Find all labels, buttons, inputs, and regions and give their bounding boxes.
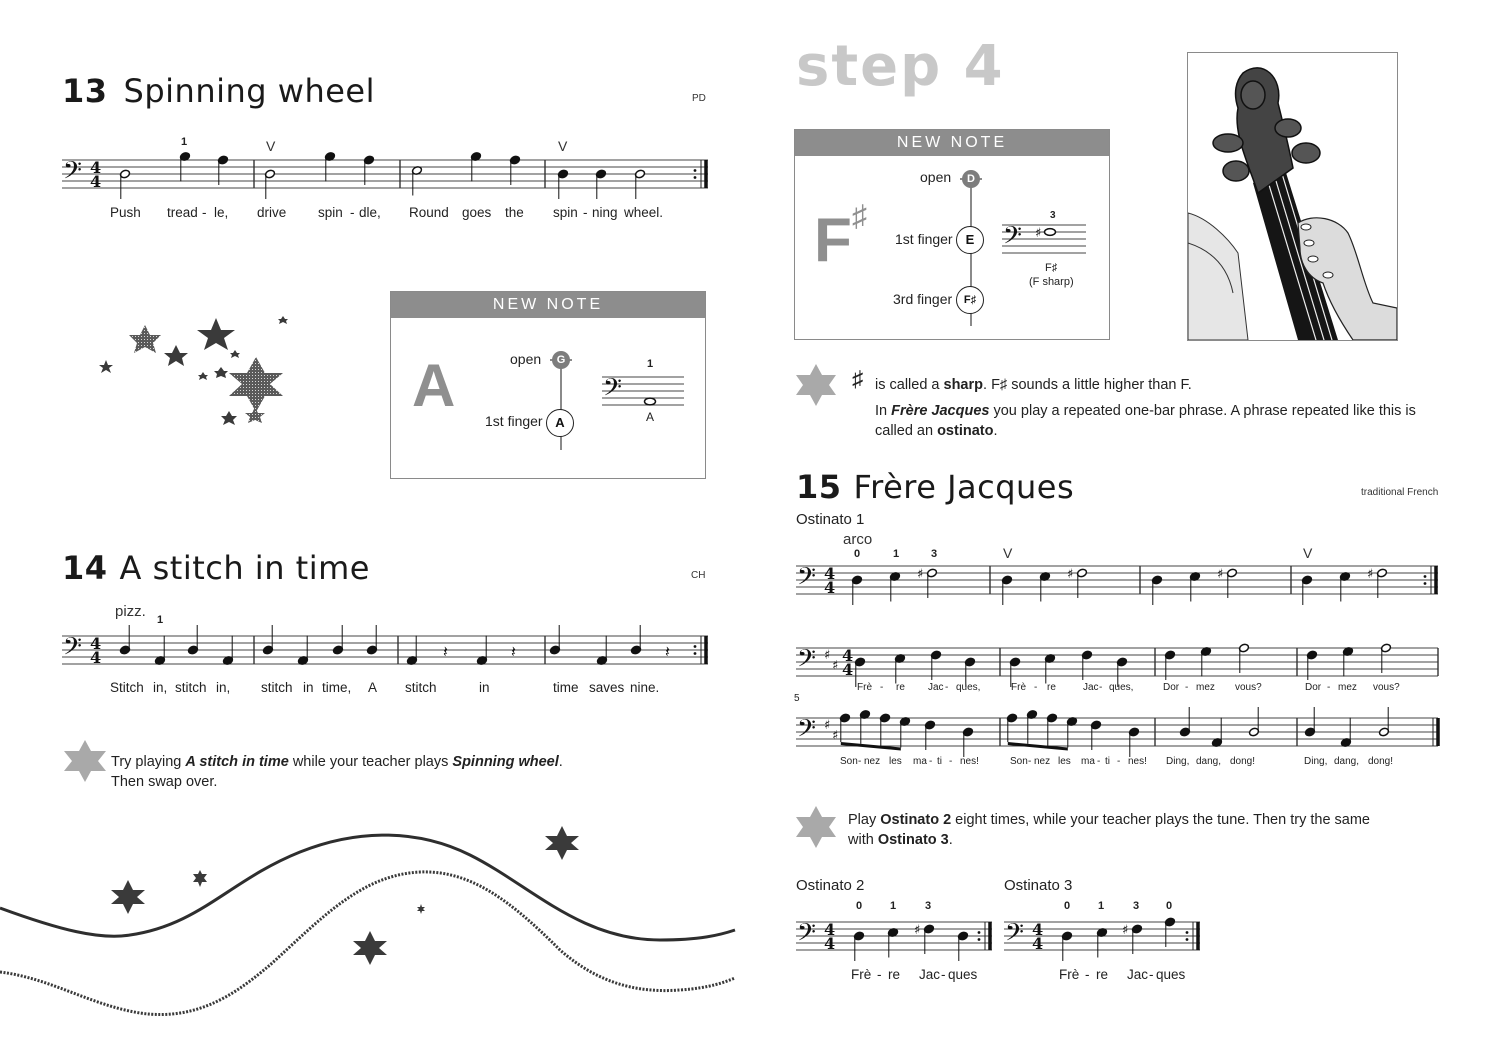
- lyric-syllable: ma: [913, 756, 927, 767]
- tip-song-title: Spinning wheel: [452, 754, 559, 770]
- time-signature: 4: [1032, 934, 1044, 953]
- tip-text: eight times, while your teacher plays the tune. Then try the same: [951, 812, 1370, 828]
- lyric-syllable: spin: [318, 205, 343, 220]
- lyric-syllable: nez: [1034, 756, 1051, 767]
- fingering-mark: 0: [856, 900, 863, 912]
- big-note-letter: F: [814, 206, 852, 275]
- fingering-mark: 1: [890, 900, 897, 912]
- tip-text: .: [558, 754, 563, 770]
- quarter-rest-icon: 𝄽: [665, 642, 670, 661]
- lyric-syllable: wheel.: [624, 205, 664, 220]
- song-number: 13: [62, 72, 108, 110]
- lyric-syllable: Stitch: [110, 680, 144, 695]
- bass-clef-icon: 𝄢: [797, 644, 816, 678]
- open-string-circle: G: [552, 351, 570, 369]
- lyric-syllable: -: [1117, 756, 1121, 767]
- lyric-syllable: ti: [937, 756, 942, 767]
- tip-bold-term: sharp: [943, 377, 984, 393]
- tip-text: In: [875, 403, 892, 419]
- sharp-accidental-icon: ♯: [914, 923, 921, 938]
- lyric-syllable: Son: [840, 756, 858, 767]
- finger-label: 3rd finger: [893, 291, 953, 307]
- lyric-syllable: -: [880, 682, 884, 693]
- note-head: [645, 398, 656, 405]
- music-staff: [602, 337, 694, 457]
- lyric-syllable: dang,: [1196, 756, 1222, 767]
- star-bullet-icon: [794, 806, 838, 848]
- time-signature: 4: [842, 646, 854, 665]
- tip-text: called an: [875, 423, 938, 439]
- note-head: [1045, 229, 1056, 236]
- bass-clef-icon: 𝄢: [797, 562, 816, 596]
- lyric-syllable: stitch: [261, 680, 293, 695]
- lyric-syllable: time,: [322, 680, 352, 695]
- lyric-syllable: Jac: [928, 682, 944, 693]
- tip-text: .: [948, 832, 953, 848]
- fingering-mark: 3: [925, 900, 932, 912]
- star-icon: [545, 826, 579, 860]
- key-signature-sharp-icon: ♯: [824, 718, 831, 733]
- lyric-syllable: Push: [110, 205, 141, 220]
- music-staff: [1004, 882, 1210, 1002]
- fingering-mark: 0: [854, 548, 861, 560]
- big-sharp-sign: ♯: [852, 200, 867, 233]
- music-staff: [796, 882, 1002, 1002]
- ostinato-3-label: Ostinato 3: [1004, 877, 1073, 894]
- fingering-mark: 0: [1166, 900, 1173, 912]
- new-note-header: NEW NOTE: [391, 292, 705, 318]
- lyric-syllable: stitch: [405, 680, 437, 695]
- open-label: open: [510, 351, 542, 367]
- lyric-syllable: -: [1149, 967, 1154, 982]
- tip-text: with: [848, 832, 878, 848]
- lyric-syllable: stitch: [175, 680, 207, 695]
- finger-label: 1st finger: [485, 413, 543, 429]
- finger-note-circle: E: [956, 226, 984, 254]
- staff-caption-sub: (F sharp): [1029, 276, 1074, 288]
- lyric-syllable: Frè: [1011, 682, 1026, 693]
- star-icon: [221, 411, 237, 425]
- tip-text: Try playing: [111, 754, 186, 770]
- lyric-syllable: dle,: [359, 205, 381, 220]
- lyric-syllable: Frè: [1059, 967, 1080, 982]
- fingering-mark: 1: [181, 136, 188, 148]
- lyric-syllable: Jac: [1083, 682, 1099, 693]
- tip-text: Then swap over.: [111, 774, 218, 790]
- lyric-syllable: -: [1097, 756, 1101, 767]
- star-icon: [245, 407, 265, 423]
- lyric-syllable: drive: [257, 205, 287, 220]
- fingering-mark: 1: [157, 614, 164, 626]
- time-signature: 4: [824, 920, 836, 939]
- open-label: open: [920, 169, 952, 185]
- quarter-rest-icon: 𝄽: [443, 642, 448, 661]
- fingering-mark: 3: [1050, 210, 1056, 221]
- bass-clef-icon: 𝄢: [1003, 221, 1022, 255]
- lyric-syllable: ques: [1156, 967, 1186, 982]
- bass-clef-icon: 𝄢: [797, 714, 816, 748]
- tip-song-title: Frère Jacques: [891, 403, 990, 419]
- new-note-header: NEW NOTE: [795, 130, 1109, 156]
- cello-illustration-frame: [1187, 52, 1398, 341]
- lyric-syllable: -: [1085, 967, 1090, 982]
- time-signature: 4: [90, 634, 102, 653]
- song-15-title: [796, 468, 1074, 506]
- lyric-syllable: Dor: [1305, 682, 1322, 693]
- song-credit: PD: [692, 93, 706, 104]
- lyric-syllable: -: [1028, 756, 1032, 767]
- song-name: Frère Jacques: [853, 468, 1075, 506]
- lyric-syllable: mez: [1196, 682, 1215, 693]
- lyric-syllable: Ding,: [1166, 756, 1190, 767]
- bass-clef-icon: 𝄢: [63, 632, 82, 666]
- up-bow-mark: V: [558, 138, 568, 154]
- finger-note-circle: F♯: [956, 286, 984, 314]
- lyric-syllable: re: [1096, 967, 1109, 982]
- bass-clef-icon: 𝄢: [603, 373, 622, 407]
- lyric-syllable: -: [1099, 682, 1103, 693]
- key-signature-sharp-icon: ♯: [824, 648, 831, 663]
- quarter-rest-icon: 𝄽: [511, 642, 516, 661]
- lyric-syllable: ti: [1105, 756, 1110, 767]
- big-note-letter: A: [412, 352, 456, 419]
- lyric-syllable: ques,: [1109, 682, 1134, 693]
- song-name: A stitch in time: [119, 549, 370, 587]
- star-icon: [417, 904, 425, 914]
- sharp-tip-paragraph: [875, 375, 1416, 441]
- lyric-syllable: in,: [216, 680, 231, 695]
- tip-text: is called a: [875, 377, 944, 393]
- finger-label: 1st finger: [895, 231, 953, 247]
- key-signature-sharp-icon: ♯: [832, 728, 839, 744]
- lyric-syllable: dang,: [1334, 756, 1360, 767]
- sharp-accidental-icon: ♯: [1122, 923, 1129, 938]
- bar-number: 5: [794, 693, 800, 704]
- lyric-syllable: nine.: [630, 680, 660, 695]
- time-signature: 4: [824, 564, 836, 583]
- song-13-title: [62, 72, 375, 110]
- lyric-syllable: Son: [1010, 756, 1028, 767]
- lyric-syllable: Jac: [919, 967, 941, 982]
- lyric-syllable: -: [941, 967, 946, 982]
- song-name: Spinning wheel: [123, 72, 375, 110]
- star-icon: [111, 880, 145, 914]
- lyric-syllable: in,: [153, 680, 168, 695]
- lyric-syllable: Frè: [851, 967, 872, 982]
- cello-scroll-illustration: [1188, 53, 1397, 340]
- tip-bold-term: ostinato: [937, 423, 994, 439]
- ostinato-2-label: Ostinato 2: [796, 877, 865, 894]
- lyric-syllable: -: [858, 756, 862, 767]
- lyric-syllable: -: [877, 967, 882, 982]
- lyric-syllable: mez: [1338, 682, 1357, 693]
- staff-caption: A: [646, 410, 655, 424]
- song-number: 14: [62, 549, 108, 587]
- sharp-accidental-icon: ♯: [1067, 567, 1074, 582]
- lyric-syllable: re: [1047, 682, 1056, 693]
- step-title: step 4: [796, 34, 1005, 99]
- fingering-mark: 0: [1064, 900, 1071, 912]
- music-staff: [62, 596, 718, 716]
- lyric-syllable: nez: [864, 756, 881, 767]
- lyric-syllable: nes!: [960, 756, 979, 767]
- star-icon: [353, 931, 387, 965]
- up-bow-mark: V: [1003, 545, 1013, 561]
- lyric-syllable: dong!: [1368, 756, 1394, 767]
- lyric-syllable: -: [1034, 682, 1038, 693]
- tip-text: you play a repeated one-bar phrase. A phrase repeated like this is: [989, 403, 1416, 419]
- open-string-circle: D: [962, 170, 980, 188]
- lyric-syllable: vous?: [1373, 682, 1400, 693]
- tip-text: . F♯ sounds a little higher than F.: [983, 377, 1192, 393]
- lyric-syllable: -: [945, 682, 949, 693]
- up-bow-mark: V: [266, 138, 276, 154]
- lyric-syllable: -: [583, 205, 588, 220]
- lyric-syllable: Frè: [857, 682, 872, 693]
- tip-paragraph: [111, 752, 563, 792]
- sharp-accidental-icon: ♯: [1217, 567, 1224, 582]
- up-bow-mark: V: [1303, 545, 1313, 561]
- lyric-syllable: les: [1058, 756, 1071, 767]
- lyric-syllable: spin: [553, 205, 578, 220]
- fingering-mark: 3: [1133, 900, 1140, 912]
- time-signature: 4: [90, 158, 102, 177]
- time-signature: 4: [1032, 920, 1044, 939]
- technique-marking: pizz.: [115, 603, 146, 620]
- fingering-mark: 1: [647, 358, 654, 370]
- lyric-syllable: le,: [214, 205, 229, 220]
- sharp-accidental-icon: ♯: [917, 567, 924, 582]
- bass-clef-icon: 𝄢: [797, 918, 816, 952]
- lyric-syllable: A: [368, 680, 378, 695]
- time-signature: 4: [90, 648, 102, 667]
- bass-clef-icon: 𝄢: [1005, 918, 1024, 952]
- lyric-syllable: Dor: [1163, 682, 1180, 693]
- wave-decoration: [0, 800, 740, 1020]
- tip-bold-term: Ostinato 3: [877, 832, 949, 848]
- star-icon: [278, 316, 288, 324]
- music-staff: [62, 120, 718, 240]
- lyric-syllable: Ding,: [1304, 756, 1328, 767]
- sharp-accidental-icon: ♯: [1035, 226, 1042, 241]
- lyric-syllable: the: [505, 205, 524, 220]
- time-signature: 4: [824, 934, 836, 953]
- star-icon: [198, 372, 208, 380]
- bass-clef-icon: 𝄢: [63, 156, 82, 190]
- time-signature: 4: [90, 172, 102, 191]
- technique-marking: arco: [843, 531, 873, 548]
- lyric-syllable: in: [479, 680, 490, 695]
- lyric-syllable: -: [929, 756, 933, 767]
- tip-text: Play: [848, 812, 881, 828]
- tip-text: .: [993, 423, 998, 439]
- play-tip-paragraph: [848, 810, 1370, 850]
- lyric-syllable: les: [889, 756, 902, 767]
- lyric-syllable: ques: [948, 967, 978, 982]
- ostinato-1-label: Ostinato 1: [796, 511, 865, 528]
- fingering-mark: 1: [1098, 900, 1105, 912]
- song-number: 15: [796, 468, 842, 506]
- lyric-syllable: ma: [1081, 756, 1095, 767]
- lyric-syllable: saves: [589, 680, 625, 695]
- lyric-syllable: -: [202, 205, 207, 220]
- song-credit: CH: [691, 570, 706, 581]
- tip-song-title: A stitch in time: [185, 754, 289, 770]
- star-icon: [230, 350, 240, 358]
- star-icon: [193, 870, 207, 887]
- lyric-syllable: dong!: [1230, 756, 1256, 767]
- fingering-mark: 1: [893, 548, 900, 560]
- lyric-syllable: nes!: [1128, 756, 1147, 767]
- key-signature-sharp-icon: ♯: [832, 658, 839, 674]
- tip-text: while your teacher plays: [288, 754, 453, 770]
- star-icon: [129, 325, 161, 353]
- lyric-syllable: re: [896, 682, 905, 693]
- music-staff: [796, 678, 1448, 798]
- lyric-syllable: vous?: [1235, 682, 1262, 693]
- time-signature: 4: [824, 578, 836, 597]
- lyric-syllable: -: [1185, 682, 1189, 693]
- lyric-syllable: goes: [462, 205, 492, 220]
- star-cluster-decoration: [90, 300, 310, 430]
- song-credit: traditional French: [1361, 487, 1439, 498]
- star-bullet-icon: [794, 364, 838, 406]
- lyric-syllable: Jac: [1127, 967, 1149, 982]
- staff-caption: F♯: [1045, 262, 1058, 274]
- lyric-syllable: re: [888, 967, 901, 982]
- lyric-syllable: -: [350, 205, 355, 220]
- song-14-title: [62, 549, 370, 587]
- star-bullet-icon: [62, 740, 108, 782]
- star-icon: [229, 357, 283, 412]
- sharp-symbol: ♯: [852, 366, 863, 391]
- lyric-syllable: time: [553, 680, 579, 695]
- time-signature: 4: [842, 660, 854, 679]
- lyric-syllable: tread: [167, 205, 198, 220]
- star-icon: [214, 367, 228, 378]
- lyric-syllable: Round: [409, 205, 449, 220]
- lyric-syllable: ning: [592, 205, 618, 220]
- lyric-syllable: ques,: [956, 682, 981, 693]
- star-icon: [164, 345, 188, 366]
- star-icon: [99, 360, 113, 373]
- sharp-accidental-icon: ♯: [1367, 567, 1374, 582]
- lyric-syllable: -: [1327, 682, 1331, 693]
- lyric-syllable: in: [303, 680, 314, 695]
- lyric-syllable: -: [949, 756, 953, 767]
- star-icon: [197, 318, 235, 350]
- fingering-mark: 3: [931, 548, 938, 560]
- finger-note-circle: A: [546, 409, 574, 437]
- tip-bold-term: Ostinato 2: [880, 812, 952, 828]
